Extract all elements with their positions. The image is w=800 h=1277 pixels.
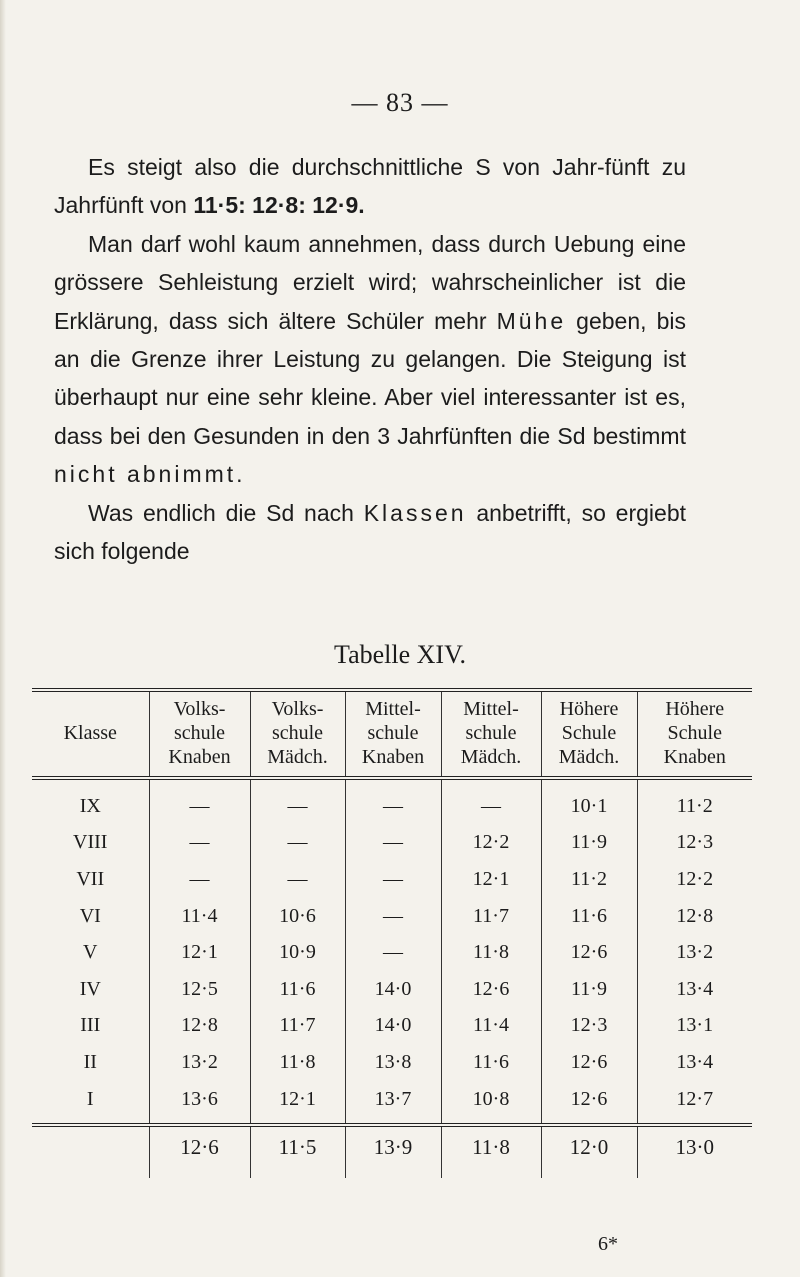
paragraph-2-emphasis-1: Mühe: [496, 307, 567, 334]
average-cell: 12·0: [541, 1125, 637, 1178]
average-cell: 13·0: [637, 1125, 752, 1178]
header-cell: Höhere Schule Knaben: [637, 690, 752, 778]
value-cell: —: [345, 898, 441, 935]
signature-mark: 6*: [598, 1233, 618, 1255]
value-cell: —: [149, 825, 250, 862]
value-cell: 11·7: [441, 898, 541, 935]
class-label-cell: III: [80, 1014, 101, 1037]
header-cell: Volks- schule Mädch.: [250, 690, 345, 778]
value-cell: 12·1: [441, 861, 541, 898]
paragraph-1-values: 11·5: 12·8: 12·9.: [193, 192, 365, 219]
table-row: [32, 1044, 752, 1081]
value-cell: 14·0: [345, 971, 441, 1008]
page-number: — 83 —: [351, 88, 449, 117]
average-cell: 12·6: [149, 1125, 250, 1178]
average-cell: 11·8: [441, 1125, 541, 1178]
value-cell: 13·7: [345, 1081, 441, 1126]
paragraph-1-text: Es steigt also die durchschnittliche S von Jahr-fünft zu Jahrfünft von: [54, 154, 686, 219]
table-row: [32, 861, 752, 898]
value-cell: 13·4: [637, 971, 752, 1008]
class-label-cell: IV: [79, 977, 101, 1000]
value-cell: 12·8: [637, 898, 752, 935]
table-row: [32, 1081, 752, 1126]
value-cell: 10·1: [541, 778, 637, 825]
value-cell: —: [250, 778, 345, 825]
value-cell: 11·2: [637, 778, 752, 825]
value-cell: 12·6: [541, 1081, 637, 1126]
table-row: [32, 778, 752, 825]
value-cell: 12·7: [637, 1081, 752, 1126]
value-cell: 11·6: [250, 971, 345, 1008]
value-cell: 11·8: [250, 1044, 345, 1081]
value-cell: —: [149, 778, 250, 825]
average-cell: 11·5: [250, 1125, 345, 1178]
value-cell: —: [441, 778, 541, 825]
value-cell: —: [250, 825, 345, 862]
table-average-row: [32, 1125, 752, 1178]
table-header-row: [32, 690, 752, 778]
value-cell: 12·8: [149, 1008, 250, 1045]
table-row: [32, 1008, 752, 1045]
average-cell: 13·9: [345, 1125, 441, 1178]
table-row: [32, 898, 752, 935]
table-title: Tabelle XIV.: [334, 640, 466, 669]
value-cell: 12·1: [149, 934, 250, 971]
value-cell: 13·4: [637, 1044, 752, 1081]
value-cell: 12·3: [637, 825, 752, 862]
value-cell: 12·6: [541, 934, 637, 971]
paragraph-3-emphasis: Klassen: [363, 499, 467, 526]
value-cell: 13·8: [345, 1044, 441, 1081]
table-row: [32, 825, 752, 862]
header-cell: Klasse: [63, 722, 117, 744]
class-label-cell: V: [83, 941, 98, 964]
header-cell: Höhere Schule Mädch.: [541, 690, 637, 778]
header-cell: Mittel- schule Knaben: [345, 690, 441, 778]
table-row: [32, 971, 752, 1008]
class-label-cell: II: [83, 1050, 97, 1073]
value-cell: 11·9: [541, 825, 637, 862]
value-cell: —: [345, 778, 441, 825]
table-row: [32, 934, 752, 971]
paragraph-2-emphasis-2: nicht abnimmt: [54, 461, 237, 488]
value-cell: —: [149, 861, 250, 898]
class-label-cell: IX: [79, 794, 101, 817]
value-cell: 11·4: [441, 1008, 541, 1045]
value-cell: 11·9: [541, 971, 637, 1008]
value-cell: 12·3: [541, 1008, 637, 1045]
value-cell: 11·6: [441, 1044, 541, 1081]
paragraph-1: [54, 148, 686, 225]
value-cell: 14·0: [345, 1008, 441, 1045]
value-cell: 11·7: [250, 1008, 345, 1045]
average-cell: [32, 1125, 149, 1178]
body-text: [54, 148, 686, 570]
value-cell: —: [345, 934, 441, 971]
value-cell: 12·2: [441, 825, 541, 862]
value-cell: 12·6: [441, 971, 541, 1008]
value-cell: 10·8: [441, 1081, 541, 1126]
class-label-cell: VII: [76, 867, 105, 890]
header-cell: Mittel- schule Mädch.: [441, 690, 541, 778]
table-body: [32, 778, 752, 1125]
value-cell: 10·6: [250, 898, 345, 935]
paragraph-3-text-a: Was endlich die Sd nach: [88, 499, 364, 526]
value-cell: 11·2: [541, 861, 637, 898]
value-cell: —: [345, 861, 441, 898]
header-cell: Volks- schule Knaben: [149, 690, 250, 778]
paragraph-3-text-b: anbetrifft, so ergiebt sich folgende: [54, 499, 686, 565]
value-cell: 12·1: [250, 1081, 345, 1126]
value-cell: 12·5: [149, 971, 250, 1008]
value-cell: —: [345, 825, 441, 862]
class-label-cell: VIII: [73, 831, 108, 854]
value-cell: 13·2: [149, 1044, 250, 1081]
value-cell: 13·6: [149, 1081, 250, 1126]
value-cell: 11·8: [441, 934, 541, 971]
paragraph-2-text-c: .: [236, 461, 243, 488]
paragraph-2: [54, 225, 686, 494]
class-label-cell: I: [86, 1087, 94, 1110]
data-table: [32, 688, 752, 1178]
value-cell: 11·6: [541, 898, 637, 935]
paragraph-3: [54, 494, 686, 571]
value-cell: 13·1: [637, 1008, 752, 1045]
value-cell: 13·2: [637, 934, 752, 971]
value-cell: 11·4: [149, 898, 250, 935]
paragraph-2-text-b: geben, bis an die Grenze ihrer Leistung zu gelangen. Die Steigung ist überhaupt nur eine sehr kleine. Aber viel interessanter ist es, dass bei den Gesunden in den 3 Jahrfünften die Sd bestimmt: [54, 307, 686, 449]
value-cell: 10·9: [250, 934, 345, 971]
value-cell: —: [250, 861, 345, 898]
value-cell: 12·6: [541, 1044, 637, 1081]
paragraph-2-text-a: Man darf wohl kaum annehmen, dass durch Uebung eine grössere Sehleistung erzielt wird; wahrscheinlicher ist die Erklärung, dass sich ältere Schüler mehr: [54, 230, 686, 334]
value-cell: 12·2: [637, 861, 752, 898]
page-edge: [0, 0, 6, 1277]
class-label-cell: VI: [79, 904, 101, 927]
